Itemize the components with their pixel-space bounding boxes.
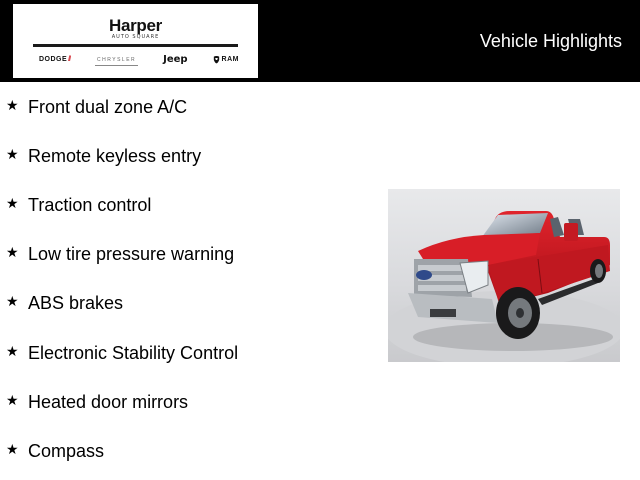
jeep-logo: Jeep — [163, 54, 188, 65]
star-icon: ★ — [6, 442, 19, 458]
feature-label: Remote keyless entry — [28, 146, 202, 166]
dodge-stripes-icon: // — [68, 56, 71, 63]
star-icon: ★ — [6, 98, 19, 114]
star-icon: ★ — [6, 245, 19, 261]
feature-label: Heated door mirrors — [28, 392, 189, 412]
star-icon: ★ — [6, 196, 19, 212]
dealer-logo[interactable] — [13, 4, 258, 78]
ram-logo-text: RAM — [221, 56, 239, 63]
feature-label: Front dual zone A/C — [28, 97, 188, 117]
dodge-logo-text: DODGE — [39, 56, 68, 63]
feature-label: ABS brakes — [28, 293, 124, 313]
ram-logo — [213, 55, 239, 65]
vehicle-photo — [388, 189, 620, 362]
ram-head-icon — [213, 56, 220, 64]
feature-label: Traction control — [28, 195, 152, 215]
star-icon: ★ — [6, 344, 19, 360]
logo-divider — [33, 44, 238, 47]
feature-label: Electronic Stability Control — [28, 343, 239, 363]
star-icon: ★ — [6, 147, 19, 163]
feature-label: Low tire pressure warning — [28, 244, 235, 264]
star-icon: ★ — [6, 294, 19, 310]
header-bar — [0, 0, 640, 82]
feature-label: Compass — [28, 441, 105, 461]
dodge-logo — [39, 55, 70, 65]
page-title: Vehicle Highlights — [479, 31, 622, 51]
chrysler-logo: CHRYSLER — [95, 55, 138, 66]
star-icon: ★ — [6, 393, 19, 409]
brand-logos — [39, 54, 239, 66]
dealer-logo-subtitle: AUTO SQUARE — [111, 34, 160, 40]
dealer-logo-name: Harper — [108, 16, 162, 35]
